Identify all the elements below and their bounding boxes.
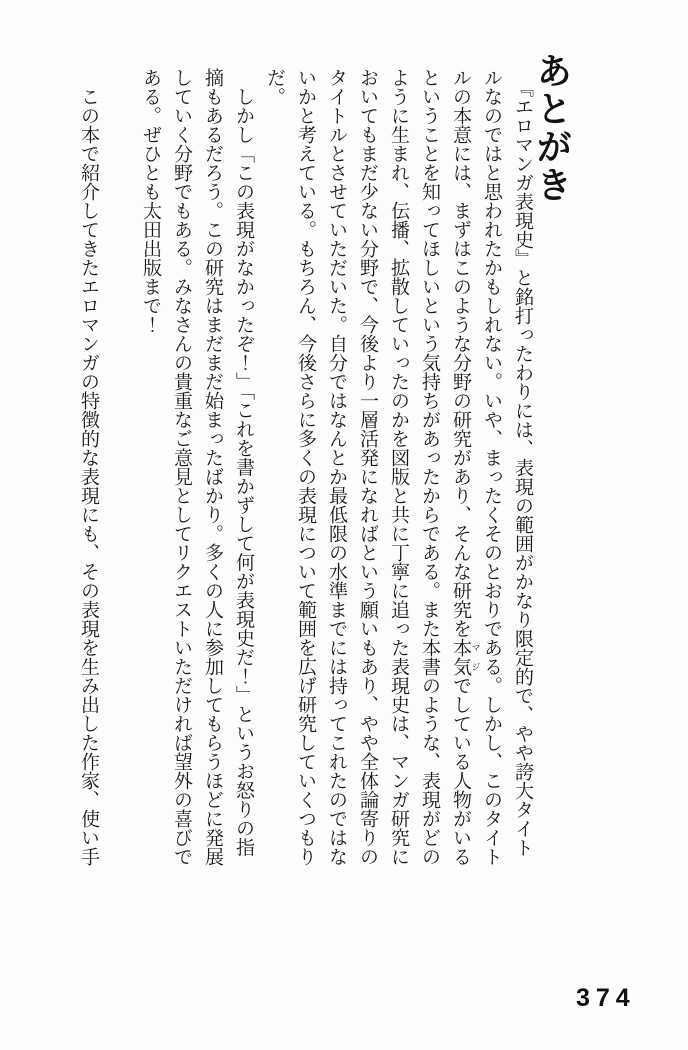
paragraph-1 <box>259 68 538 868</box>
paragraph-2: しかし「この表現がなかったぞ！」「これを書かずして何が表現史だ！」というお怒りの指摘もあるだろう。この研究はまだまだ始まったばかり。多くの人に参加してもらうほどに発展していく分野でもある。みなさんの貴重なご意見としてリクエストいただければ望外の喜びである。ぜひとも太田出版まで！ <box>140 68 254 866</box>
ruby-base: 本気 <box>450 638 471 676</box>
ruby-furigana: マジ <box>470 638 481 676</box>
ruby-honki <box>450 638 481 676</box>
afterword-text <box>73 68 538 868</box>
paragraph-1-after-ruby: でしている人物がいるということを知ってほしいという気持ちがあったからである。また本書のような、表現がどのように生まれ、伝播、拡散していったのかを図版と共に丁寧に追った表現史は、マンガ研究においてもまだ少ない分野で、今後より一層活発になればという願いもあり、やや全体論寄りのタイトルとさせていただいた。自分ではなんとか最低限の水準までには持ってこれたのではないかと考えている。もちろん、今後さらに多くの表現について範囲を広げ研究していくつもりだ。 <box>264 68 471 866</box>
page-title: あとがき <box>531 52 573 204</box>
paragraph-3: この本で紹介してきたエロマンガの特徴的な表現にも、その表現を生み出した作家、使い手 <box>78 87 99 866</box>
page-number: 374 <box>576 984 636 1012</box>
paragraph-1-before-ruby: 『エロマンガ表現史』と銘打ったわりには、表現の範囲がかなり限定的で、やや誇大タイトルなのではと思われたかもしれない。いや、まったくそのとおりである。しかし、このタイトルの本意には、まずはこのような分野の研究があり、そんな研究を <box>450 68 533 866</box>
